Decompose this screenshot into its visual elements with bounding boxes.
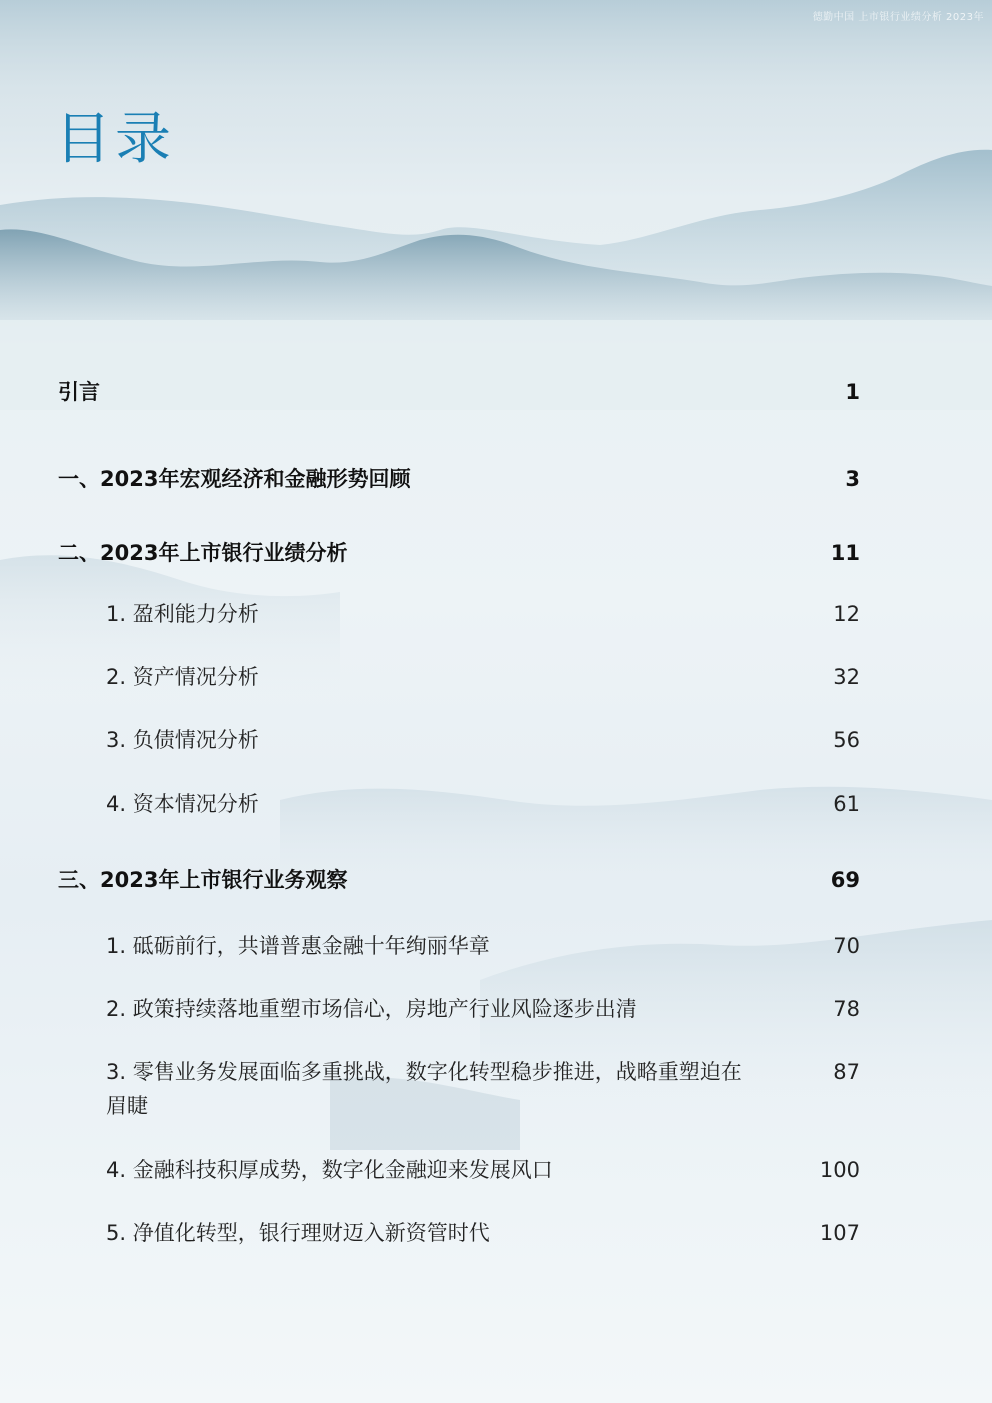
toc-entry-page: 11: [830, 541, 860, 565]
toc-entry-subsection[interactable]: [106, 1153, 860, 1187]
toc-entry-title: 1. 盈利能力分析: [106, 602, 259, 626]
toc-entry-subsection[interactable]: [106, 787, 860, 821]
toc-entry-subsection[interactable]: [106, 992, 860, 1026]
toc-entry-page: 100: [819, 1158, 860, 1182]
toc-entry-page: 87: [833, 1060, 860, 1084]
toc-entry-introduction[interactable]: [58, 375, 860, 409]
toc-entry-title: 2. 资产情况分析: [106, 665, 259, 689]
toc-entry-page: 78: [833, 997, 860, 1021]
toc-entry-page: 3: [845, 467, 860, 491]
toc-entry-subsection[interactable]: [106, 1055, 860, 1123]
toc-entry-title: 3. 零售业务发展面临多重挑战，数字化转型稳步推进，战略重塑迫在眉睫: [106, 1060, 742, 1118]
toc-entry-title: 三、2023年上市银行业务观察: [58, 868, 348, 892]
toc-entry-title: 2. 政策持续落地重塑市场信心，房地产行业风险逐步出清: [106, 997, 637, 1021]
toc-entry-subsection[interactable]: [106, 660, 860, 694]
toc-entry-title: 引言: [58, 380, 100, 404]
toc-entry-section-1[interactable]: [58, 462, 860, 496]
toc-entry-page: 12: [833, 602, 860, 626]
toc-entry-section-3[interactable]: [58, 863, 860, 897]
toc-entry-title: 5. 净值化转型，银行理财迈入新资管时代: [106, 1221, 490, 1245]
toc-entry-title: 4. 资本情况分析: [106, 792, 259, 816]
toc-entry-subsection[interactable]: [106, 929, 860, 963]
toc-entry-title: 1. 砥砺前行，共谱普惠金融十年绚丽华章: [106, 934, 490, 958]
toc-entry-title: 一、2023年宏观经济和金融形势回顾: [58, 467, 411, 491]
toc-entry-title: 3. 负债情况分析: [106, 728, 259, 752]
toc-entry-subsection[interactable]: [106, 723, 860, 757]
toc-entry-page: 69: [830, 868, 860, 892]
toc-entry-page: 107: [819, 1221, 860, 1245]
toc-entry-page: 1: [845, 380, 860, 404]
toc-entry-subsection[interactable]: [106, 597, 860, 631]
toc-entry-page: 56: [833, 728, 860, 752]
page-title: 目录: [55, 107, 175, 172]
toc-entry-page: 32: [833, 665, 860, 689]
toc-entry-title: 4. 金融科技积厚成势，数字化金融迎来发展风口: [106, 1158, 553, 1182]
toc-entry-page: 61: [833, 792, 860, 816]
toc-entry-page: 70: [833, 934, 860, 958]
toc-entry-subsection[interactable]: [106, 1216, 860, 1250]
toc-entry-title: 二、2023年上市银行业绩分析: [58, 541, 348, 565]
toc-entry-section-2[interactable]: [58, 536, 860, 570]
header-watermark: 德勤中国 上市银行业绩分析 2023年: [812, 12, 984, 23]
